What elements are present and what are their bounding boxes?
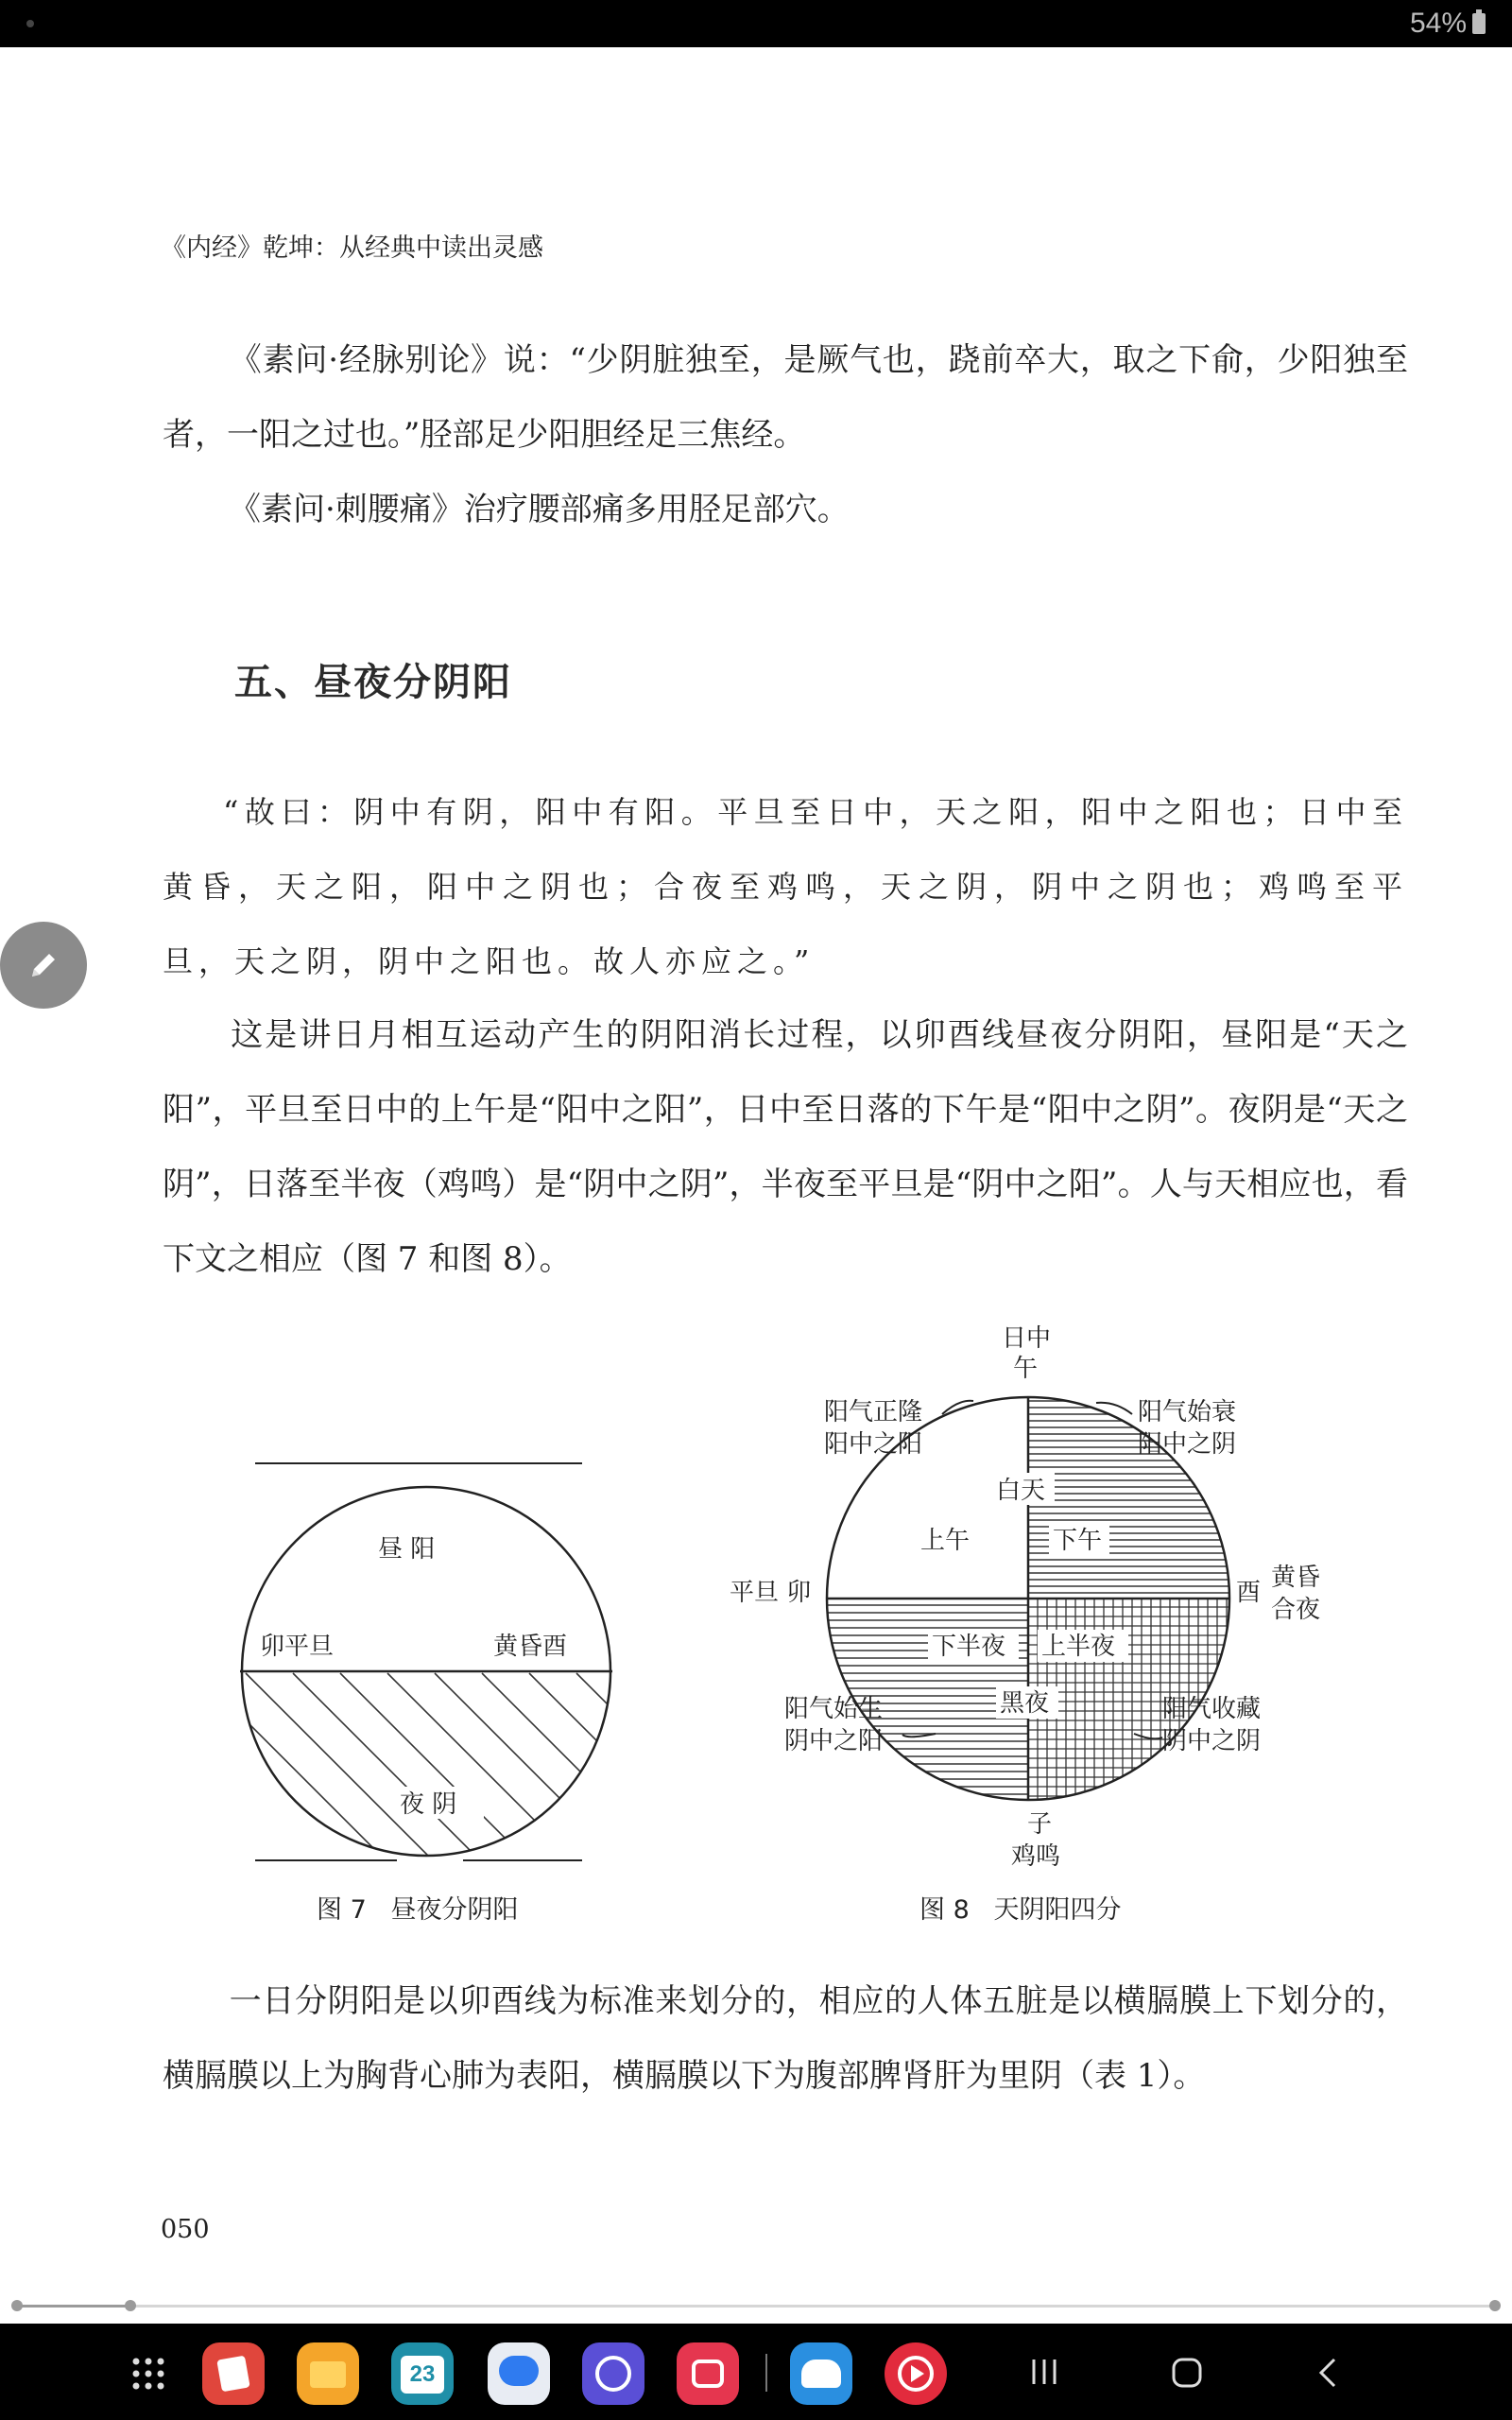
figure-8-bottom-line1: 子 [1027, 1810, 1053, 1839]
reading-progress-fill [17, 2305, 130, 2308]
figure-8-upper-right-line2: 阳中之阴 [1138, 1430, 1237, 1459]
figure-7-diagram [227, 1437, 624, 1872]
figure-8-right-you: 酉 [1236, 1579, 1262, 1607]
back-icon[interactable] [1315, 2356, 1338, 2390]
figure-8-leader-upper-right [1096, 1403, 1132, 1414]
figure-8-morning-label: 上午 [920, 1527, 971, 1555]
running-header: 《内经》乾坤：从经典中读出灵感 [161, 233, 543, 263]
figure-7-right-label: 黄昏酉 [493, 1633, 568, 1661]
figure-8-lower-right-line2: 阴中之阴 [1162, 1727, 1262, 1755]
edit-pen-button[interactable] [0, 922, 87, 1009]
page-number: 050 [161, 2215, 210, 2244]
figure-7-day-label: 昼 阳 [378, 1535, 436, 1564]
figure-8-lower-left-line2: 阴中之阳 [784, 1727, 884, 1755]
app-drawer-icon[interactable] [130, 2356, 166, 2392]
internet-app-icon[interactable] [582, 2342, 644, 2405]
figure-8-upper-right-line1: 阳气始衰 [1138, 1398, 1237, 1426]
paragraph-4 [163, 1964, 1408, 2114]
paragraph-1 [163, 323, 1408, 473]
paragraph-3-text: 这是讲日月相互运动产生的阴阳消长过程，以卯酉线昼夜分阴阳，昼阳是“天之阳”，平旦至日中的上午是“阳中之阳”，日中至日落的下午是“阳中之阴”。夜阴是“天之阴”，日落至半夜（鸡鸣）是“阴中之阴”，半夜至平旦是“阴中之阳”。人与天相应也，看下文之相应（图 7 和图 8）。 [163, 1016, 1408, 1278]
figure-7-caption: 图 7 昼夜分阴阳 [317, 1895, 519, 1925]
figure-8-right-line2: 合夜 [1271, 1596, 1321, 1624]
paragraph-2 [163, 473, 1408, 547]
home-icon[interactable] [1170, 2356, 1204, 2390]
figure-8-second-half-night-label: 下半夜 [932, 1633, 1006, 1661]
youtube-music-app-icon[interactable] [885, 2342, 947, 2405]
figure-8-upper-left-line2: 阳中之阳 [824, 1430, 923, 1459]
figure-8-upper-left-line1: 阳气正隆 [824, 1398, 923, 1426]
smart-switch-app-icon[interactable] [790, 2342, 852, 2405]
calendar-day: 23 [401, 2356, 444, 2394]
messages-app-icon[interactable] [488, 2342, 550, 2405]
figure-8-left-label: 平旦 卯 [730, 1579, 812, 1607]
files-app-icon[interactable] [297, 2342, 359, 2405]
battery-icon [1472, 13, 1486, 34]
figure-8-top-line1: 日中 [1002, 1324, 1052, 1353]
camera-dot-icon [26, 20, 34, 27]
reading-progress-track[interactable] [17, 2305, 1495, 2308]
figure-8-afternoon-label: 下午 [1053, 1527, 1103, 1555]
paragraph-3 [163, 998, 1408, 1297]
progress-end-marker [1489, 2300, 1501, 2311]
reading-progress-handle[interactable] [125, 2300, 136, 2311]
figure-8-day-label: 白天 [996, 1477, 1046, 1505]
figure-8-leader-lower-right [1134, 1734, 1162, 1738]
figure-8-top-line2: 午 [1013, 1355, 1039, 1383]
figure-8-right-line1: 黄昏 [1271, 1564, 1321, 1592]
classic-quote [163, 775, 1408, 999]
paragraph-1-text: 《素问·经脉别论》说：“少阴脏独至，是厥气也，跷前卒大，取之下俞，少阳独至者，一阳之过也。”胫部足少阳胆经足三焦经。 [163, 341, 1408, 454]
figure-8-first-half-night-label: 上半夜 [1041, 1633, 1116, 1661]
figure-8-caption: 图 8 天阴阳四分 [919, 1895, 1122, 1925]
classic-quote-text: “故曰：阴中有阴，阳中有阳。平旦至日中，天之阳，阳中之阳也；日中至黄昏，天之阳，阳中之阴也；合夜至鸡鸣，天之阴，阴中之阴也；鸡鸣至平旦，天之阴，阴中之阳也。故人亦应之。” [163, 794, 1408, 979]
notes-app-icon[interactable] [202, 2342, 265, 2405]
progress-start-marker [11, 2300, 23, 2311]
battery-percent: 54% [1409, 8, 1467, 39]
figure-7-night-label: 夜 阴 [400, 1790, 457, 1819]
figure-8-leader-upper-left [942, 1401, 973, 1414]
paragraph-2-text: 《素问·刺腰痛》治疗腰部痛多用胫足部穴。 [229, 491, 850, 528]
figure-8-lower-left-line1: 阳气始生 [784, 1695, 884, 1723]
battery-indicator [1410, 8, 1486, 40]
figure-8-lower-right-line1: 阳气收藏 [1162, 1695, 1262, 1723]
camera-app-icon[interactable] [677, 2342, 739, 2405]
dock-separator [765, 2354, 767, 2392]
recent-apps-icon[interactable] [1028, 2356, 1060, 2388]
figure-8-night-label: 黑夜 [1000, 1689, 1050, 1718]
pen-icon [25, 946, 62, 984]
status-bar [0, 0, 1512, 47]
figure-8-bottom-line2: 鸡鸣 [1011, 1842, 1061, 1871]
calendar-app-icon[interactable] [391, 2342, 454, 2405]
figure-7-left-label: 卯平旦 [260, 1633, 335, 1661]
figure-7-night-hatching [227, 1673, 624, 1872]
section-title: 五、昼夜分阴阳 [234, 661, 512, 704]
figure-8-diagram [718, 1314, 1361, 1872]
paragraph-4-text: 一日分阴阳是以卯酉线为标准来划分的，相应的人体五脏是以横膈膜上下划分的，横膈膜以上为胸背心肺为表阳，横膈膜以下为腹部脾肾肝为里阴（表 1）。 [163, 1982, 1408, 2095]
